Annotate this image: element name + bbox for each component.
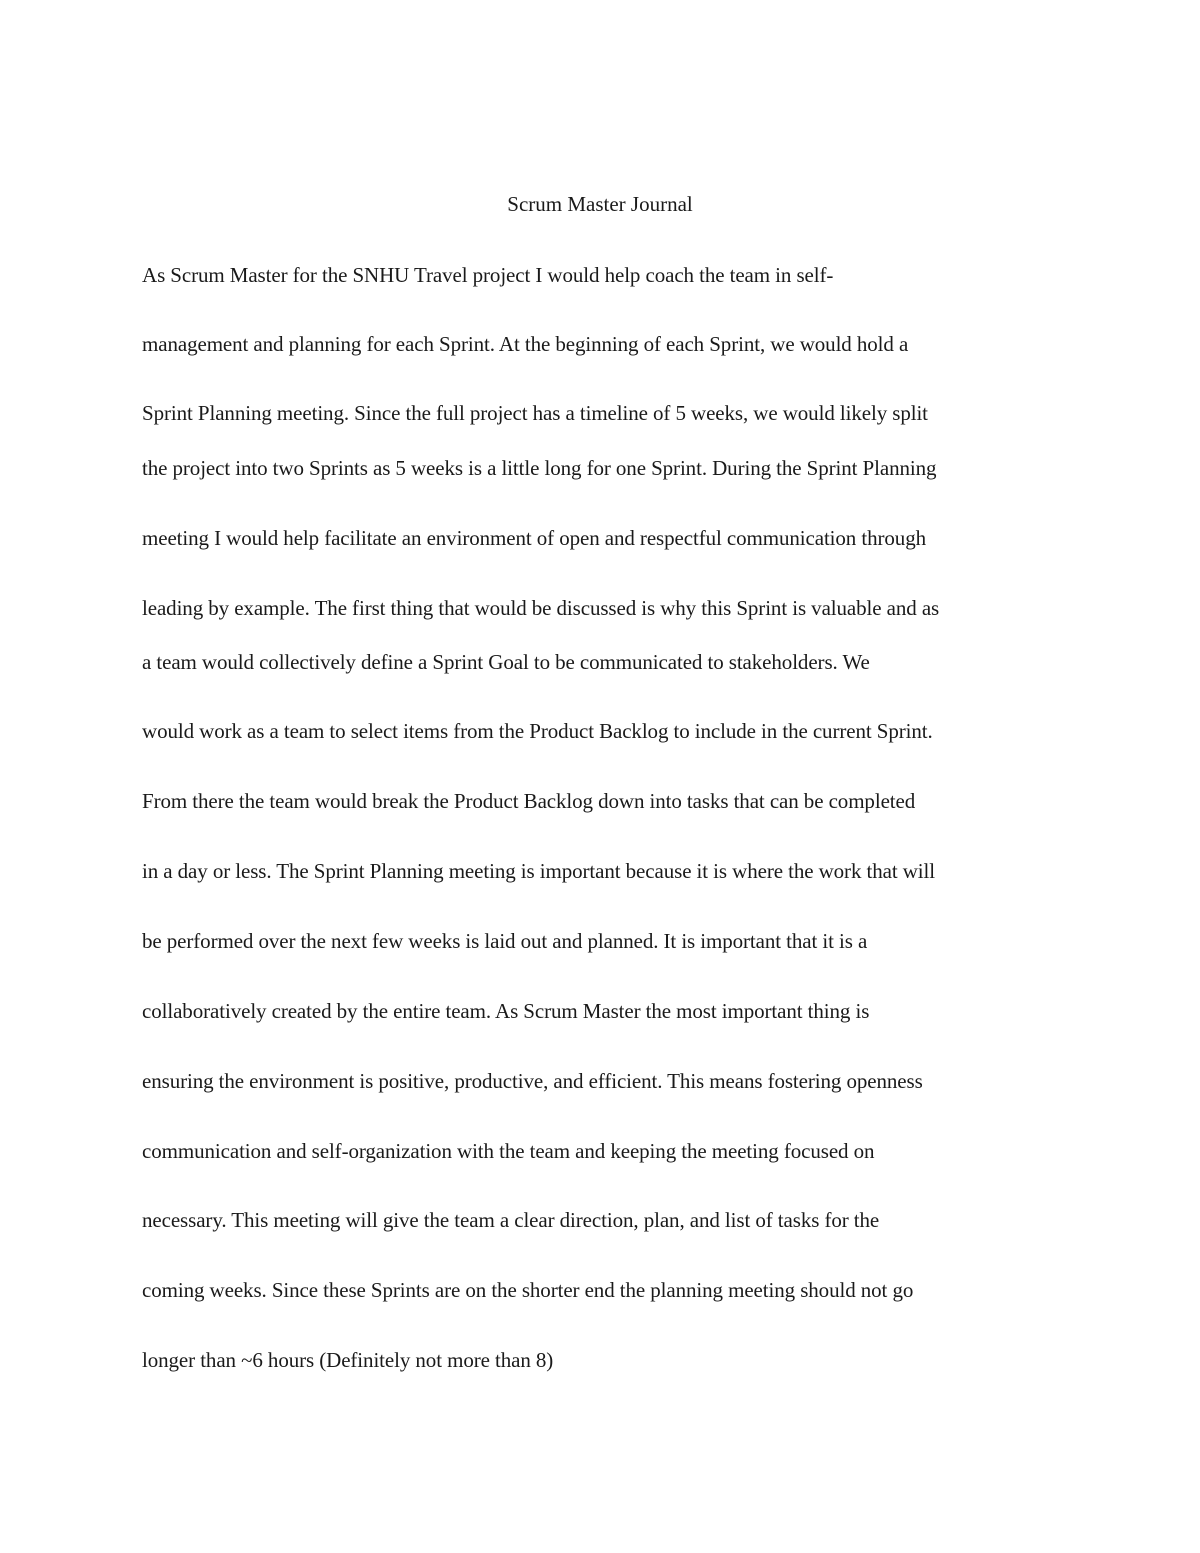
body-line: collaboratively created by the entire team. As Scrum Master the most important thing is bbox=[142, 999, 870, 1023]
body-line: longer than ~6 hours (Definitely not more than 8) bbox=[142, 1348, 554, 1372]
body-line: communication and self-organization with the team and keeping the meeting focused on bbox=[142, 1139, 875, 1163]
body-line: be performed over the next few weeks is laid out and planned. It is important that it is a bbox=[142, 929, 868, 953]
body-line: leading by example. The first thing that would be discussed is why this Sprint is valuable and as bbox=[142, 596, 940, 620]
body-line: coming weeks. Since these Sprints are on the shorter end the planning meeting should not go bbox=[142, 1278, 914, 1302]
body-line: meeting I would help facilitate an environment of open and respectful communication through bbox=[142, 526, 926, 550]
body-line: From there the team would break the Product Backlog down into tasks that can be completed bbox=[142, 789, 916, 813]
body-line: ensuring the environment is positive, productive, and efficient. This means fostering openness bbox=[142, 1069, 923, 1093]
body-line: necessary. This meeting will give the team a clear direction, plan, and list of tasks for the bbox=[142, 1208, 880, 1232]
body-line: management and planning for each Sprint. At the beginning of each Sprint, we would hold a bbox=[142, 332, 909, 356]
body-line: Sprint Planning meeting. Since the full project has a timeline of 5 weeks, we would likely split bbox=[142, 401, 928, 425]
body-line: in a day or less. The Sprint Planning meeting is important because it is where the work that will bbox=[142, 859, 936, 883]
body-line: As Scrum Master for the SNHU Travel project I would help coach the team in self- bbox=[142, 263, 834, 287]
body-line: the project into two Sprints as 5 weeks is a little long for one Sprint. During the Sprint Planning bbox=[142, 456, 937, 480]
body-line: a team would collectively define a Sprint Goal to be communicated to stakeholders. We bbox=[142, 650, 870, 674]
document-title: Scrum Master Journal bbox=[507, 192, 693, 216]
body-line: would work as a team to select items from the Product Backlog to include in the current Sprint. bbox=[142, 719, 933, 743]
